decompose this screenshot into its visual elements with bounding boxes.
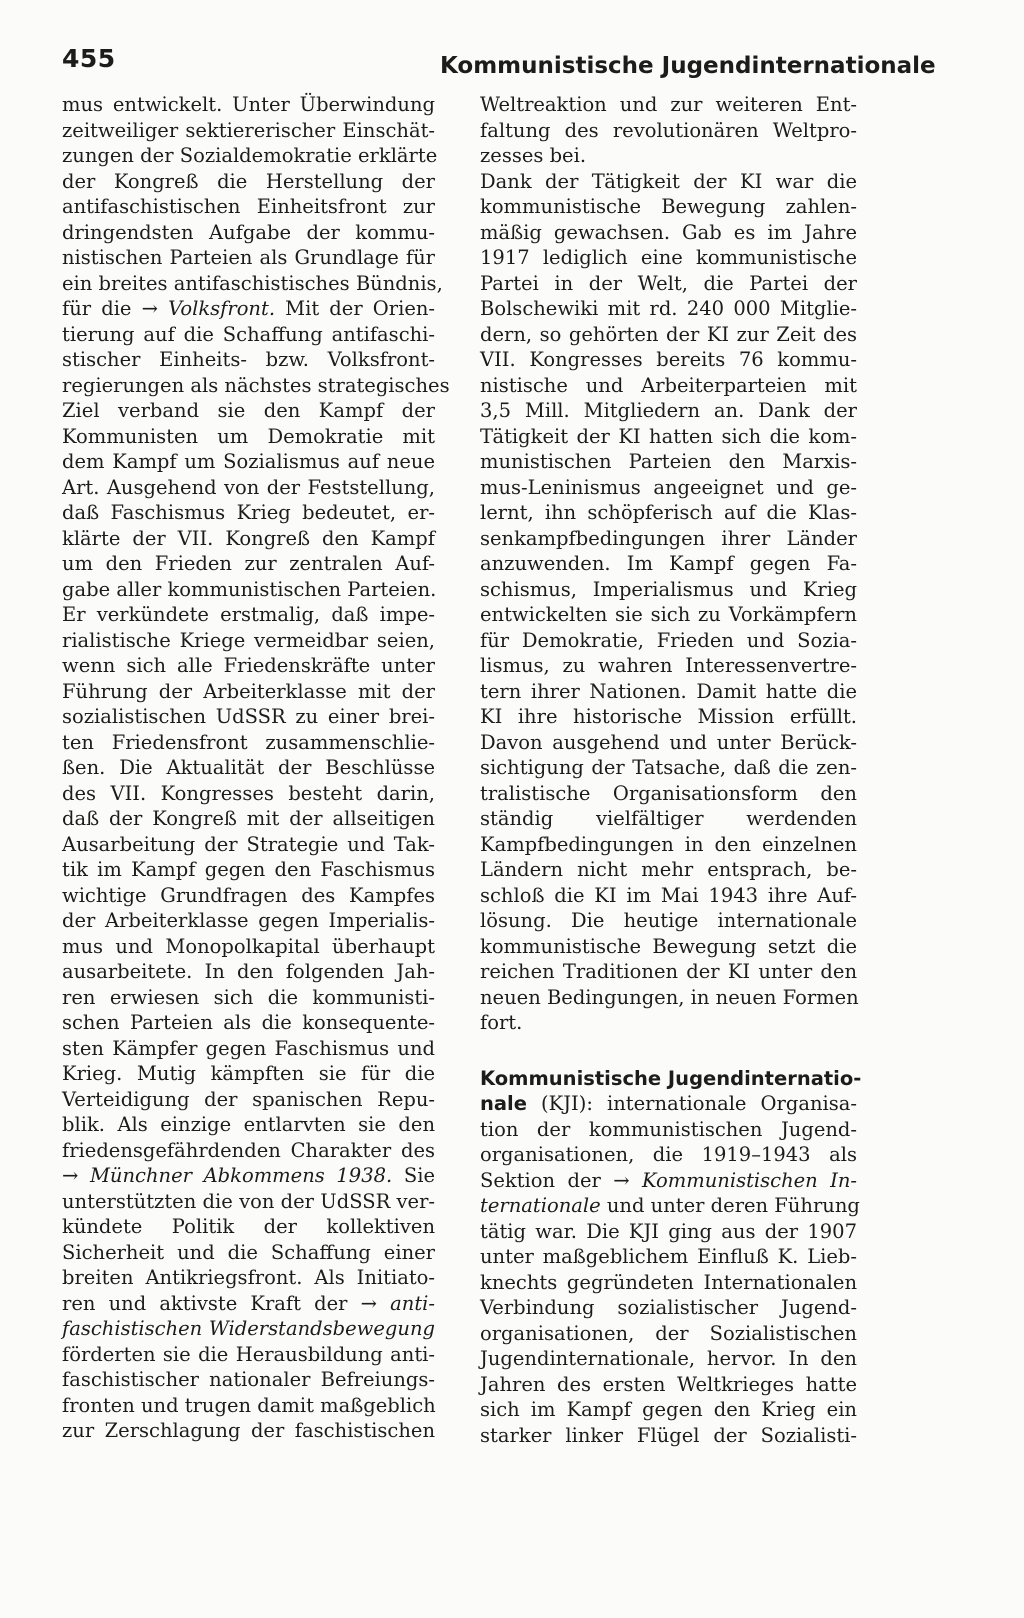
cross-reference[interactable]: Volksfront. (168, 297, 276, 320)
text-line: Krieg. Mutig kämpften sie für die (62, 1062, 435, 1085)
text-line: daß Faschismus Krieg bedeutet, er- (62, 501, 435, 524)
text-line: Partei in der Welt, die Partei der (480, 271, 857, 295)
text-line: Verbindung sozialistischer Jugend- (480, 1296, 857, 1319)
entry-headword-line (480, 1091, 857, 1117)
text-line: Davon ausgehend und unter Berück- (480, 730, 857, 754)
cross-reference[interactable]: faschistischen Widerstandsbewegung (62, 1317, 435, 1340)
cross-reference[interactable]: ternationale (480, 1194, 601, 1217)
text-line (480, 1168, 857, 1194)
text-line: Tätigkeit der KI hatten sich die kom- (480, 424, 857, 448)
text-segment: Sektion der → (480, 1168, 642, 1192)
text-line: stischer Einheits- bzw. Volksfront- (62, 348, 435, 371)
text-line: ßen. Die Aktualität der Beschlüsse (62, 756, 435, 779)
right-column (480, 92, 862, 1448)
text-line: gabe aller kommunistischen Parteien. (62, 577, 437, 601)
text-line: anzuwenden. Im Kampf gegen Fa- (480, 552, 857, 575)
text-line (62, 296, 435, 322)
text-line: starker linker Flügel der Sozialisti- (480, 1423, 857, 1447)
text-line: Verteidigung der spanischen Repu- (62, 1087, 435, 1111)
cross-reference[interactable]: anti- (390, 1291, 435, 1315)
entry-headword-line (480, 1066, 862, 1092)
text-line: tätig war. Die KJI ging aus der 1907 (480, 1219, 857, 1243)
text-line: tralistische Organisationsform den (480, 781, 857, 805)
text-line: Ziel verband sie den Kampf der (62, 399, 435, 422)
text-line: mus und Monopolkapital überhaupt (62, 934, 435, 958)
text-line: lösung. Die heutige internationale (480, 909, 857, 932)
text-line: kommunistische Bewegung zahlen- (480, 195, 857, 218)
text-line: 1917 lediglich eine kommunistische (480, 246, 857, 269)
right-column-text (480, 92, 857, 1036)
text-line: faschistischer nationaler Befreiungs- (62, 1368, 435, 1391)
text-line: Kampfbedingungen in den einzelnen (480, 832, 857, 856)
text-line: tierung auf die Schaffung antifaschi- (62, 322, 435, 346)
text-line: organisationen, die 1919–1943 als (480, 1143, 857, 1166)
text-line: dringendsten Aufgabe der kommu- (62, 220, 435, 244)
text-line: rialistische Kriege vermeidbar seien, (62, 628, 435, 652)
text-line: wenn sich alle Friedenskräfte unter (62, 654, 435, 677)
entry-headword-end: nale (480, 1092, 527, 1115)
text-line: tern ihrer Nationen. Damit hatte die (480, 679, 857, 703)
page-number: 455 (62, 44, 116, 73)
text-line: für Demokratie, Frieden und Sozia- (480, 628, 857, 652)
text-line: sich im Kampf gegen den Krieg ein (480, 1398, 857, 1421)
text-segment: für die → (62, 297, 169, 320)
text-segment: und unter deren Führung (600, 1194, 860, 1217)
text-line: zungen der Sozialdemokratie erklärte (62, 144, 438, 167)
text-line: schloß die KI im Mai 1943 ihre Auf- (480, 883, 857, 907)
text-line: Jugendinternationale, hervor. In den (480, 1347, 857, 1370)
text-line: Art. Ausgehend von der Feststellung, (62, 475, 435, 499)
text-line: der Kongreß die Herstellung der (62, 169, 435, 193)
text-line: Er verkündete erstmalig, daß impe- (62, 603, 435, 626)
text-line: förderten sie die Herausbildung anti- (62, 1342, 435, 1366)
text-line: friedensgefährdenden Charakter des (62, 1138, 435, 1162)
text-line: tion der kommunistischen Jugend- (480, 1117, 857, 1141)
text-line: mus-Leninismus angeeignet und ge- (480, 475, 857, 499)
text-line: knechts gegründeten Internationalen (480, 1270, 857, 1294)
text-line: senkampfbedingungen ihrer Länder (480, 526, 857, 550)
text-line: breiten Antikriegsfront. Als Initiato- (62, 1266, 435, 1289)
text-line: nistische und Arbeiterparteien mit (480, 373, 857, 397)
text-line: kündete Politik der kollektiven (62, 1215, 435, 1238)
text-line: lernt, ihn schöpferisch auf die Klas- (480, 501, 857, 524)
text-line: dern, so gehörten der KI zur Zeit des (480, 322, 857, 346)
text-line: mäßig gewachsen. Gab es im Jahre (480, 220, 857, 244)
text-line: reichen Traditionen der KI unter den (480, 960, 857, 983)
text-line: sten Kämpfer gegen Faschismus und (62, 1036, 435, 1060)
text-line: kommunistische Bewegung setzt die (480, 934, 857, 958)
text-segment: → (62, 1164, 90, 1187)
text-line: Ausarbeitung der Strategie und Tak- (62, 832, 435, 856)
text-line: Dank der Tätigkeit der KI war die (480, 169, 857, 193)
text-line: wichtige Grundfragen des Kampfes (62, 883, 435, 907)
text-line: ausarbeitete. In den folgenden Jah- (62, 960, 435, 983)
text-line: organisationen, der Sozialistischen (480, 1321, 857, 1345)
text-segment: ren und aktivste Kraft der → (62, 1291, 391, 1315)
text-line: KI ihre historische Mission erfüllt. (480, 705, 857, 728)
text-line: neuen Bedingungen, in neuen Formen (480, 985, 859, 1009)
text-line: klärte der VII. Kongreß den Kampf (62, 526, 435, 550)
text-line: Jahren des ersten Weltkrieges hatte (480, 1372, 857, 1396)
text-segment: Sie (392, 1164, 435, 1187)
entry-separator (480, 1036, 857, 1066)
text-line (480, 1193, 860, 1219)
cross-reference[interactable]: Münchner Abkommens 1938. (89, 1164, 393, 1187)
text-line: mus entwickelt. Unter Überwindung (62, 93, 435, 116)
text-line: entwickelten sie sich zu Vorkämpfern (480, 603, 857, 626)
text-line: daß der Kongreß mit der allseitigen (62, 807, 435, 830)
text-line (62, 1163, 435, 1189)
text-line: 3,5 Mill. Mitgliedern an. Dank der (480, 399, 857, 422)
text-line: sichtigung der Tatsache, daß die zen- (480, 756, 857, 779)
text-line (62, 1316, 435, 1342)
text-line: blik. Als einzige entlarvten sie den (62, 1113, 435, 1136)
text-line: zeitweiliger sektiererischer Einschät- (62, 118, 435, 142)
text-line: der Arbeiterklasse gegen Imperialis- (62, 909, 435, 932)
text-line: ständig vielfältiger werdenden (480, 807, 857, 830)
text-line: sozialistischen UdSSR zu einer brei- (62, 705, 435, 728)
text-line: unterstützten die von der UdSSR ver- (62, 1189, 435, 1213)
text-line: antifaschistischen Einheitsfront zur (62, 195, 435, 218)
entry-headword: Kommunistische Jugendinternatio- (480, 1066, 862, 1090)
text-line: lismus, zu wahren Interessenvertre- (480, 654, 857, 677)
text-line: dem Kampf um Sozialismus auf neue (62, 450, 435, 473)
text-segment: Mit der Orien- (275, 297, 436, 320)
dictionary-entry (480, 1066, 862, 1449)
text-line: ten Friedensfront zusammenschlie- (62, 730, 435, 754)
entry-abbreviation: (KJI): internationale Organisa- (526, 1092, 857, 1115)
text-line: ren erwiesen sich die kommunisti- (62, 985, 435, 1009)
text-line: regierungen als nächstes strategisches (62, 373, 450, 397)
running-head: Kommunistische Jugendinternationale (440, 53, 936, 79)
text-line: Weltreaktion und zur weiteren Ent- (480, 93, 857, 116)
text-line: fort. (480, 1011, 523, 1034)
text-line (62, 1291, 435, 1317)
text-line: Ländern nicht mehr entsprach, be- (480, 858, 857, 881)
text-line: Sicherheit und die Schaffung einer (62, 1240, 435, 1264)
text-line: faltung des revolutionären Weltpro- (480, 118, 857, 142)
text-line: fronten und trugen damit maßgeblich (62, 1393, 436, 1417)
text-line: des VII. Kongresses besteht darin, (62, 781, 435, 805)
text-line: schen Parteien als die konsequente- (62, 1011, 435, 1034)
text-line: unter maßgeblichem Einfluß K. Lieb- (480, 1245, 857, 1268)
text-line: nistischen Parteien als Grundlage für (62, 246, 435, 269)
text-line: munistischen Parteien den Marxis- (480, 450, 857, 473)
entry-body (480, 1117, 860, 1449)
text-line: Führung der Arbeiterklasse mit der (62, 679, 435, 703)
text-line: zesses bei. (480, 144, 587, 167)
text-line: Bolschewiki mit rd. 240 000 Mitglie- (480, 297, 857, 320)
text-line: VII. Kongresses bereits 76 kommu- (480, 348, 857, 371)
text-line: schismus, Imperialismus und Krieg (480, 577, 857, 601)
left-column (62, 92, 450, 1444)
text-line: zur Zerschlagung der faschistischen (62, 1419, 435, 1442)
text-line: Kommunisten um Demokratie mit (62, 424, 435, 448)
text-line: tik im Kampf gegen den Faschismus (62, 858, 435, 881)
text-line: ein breites antifaschistisches Bündnis, (62, 271, 443, 295)
text-line: um den Frieden zur zentralen Auf- (62, 552, 435, 575)
cross-reference[interactable]: Kommunistischen In- (641, 1168, 857, 1192)
